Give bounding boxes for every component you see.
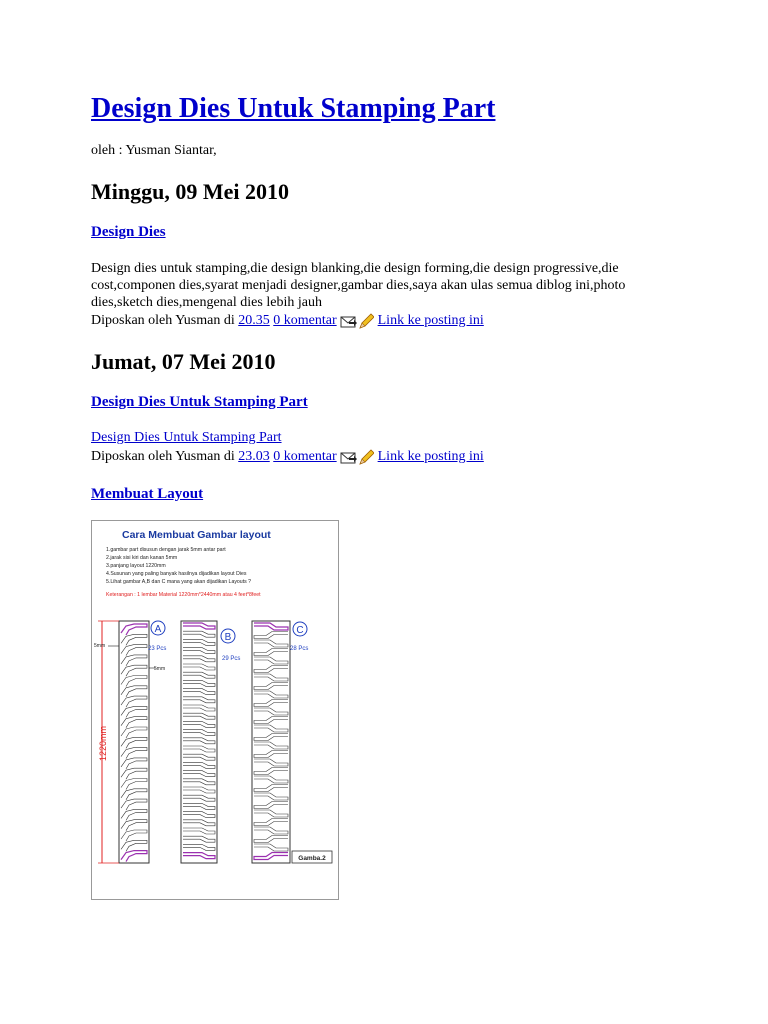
post-footer-prefix: Diposkan oleh Yusman di bbox=[91, 313, 235, 328]
part-outline bbox=[183, 795, 215, 801]
part-outline bbox=[121, 686, 147, 697]
blog-title-link[interactable]: Design Dies Untuk Stamping Part bbox=[91, 93, 496, 124]
part-outline bbox=[254, 623, 288, 630]
figure-title: Cara Membuat Gambar layout bbox=[122, 529, 271, 541]
part-outline bbox=[183, 705, 215, 711]
part-outline bbox=[254, 640, 288, 647]
part-outline bbox=[121, 737, 147, 748]
part-outline bbox=[254, 666, 288, 673]
note-line: 1.gambar part disusun dengan jarak 5mm antar part bbox=[106, 547, 226, 553]
part-outline bbox=[121, 748, 147, 759]
note-line: 5.Lihat gambar A,B dan C mana yang akan dijadikan Layouts ? bbox=[106, 579, 252, 585]
edit-pencil-icon bbox=[360, 450, 374, 464]
post-body bbox=[91, 429, 681, 446]
post-title[interactable] bbox=[91, 393, 308, 411]
part-outline bbox=[183, 746, 215, 752]
part-outline bbox=[254, 683, 288, 690]
part-outline bbox=[121, 665, 147, 676]
part-outline bbox=[254, 751, 288, 758]
part-outline bbox=[254, 776, 288, 783]
part-outline bbox=[121, 634, 147, 645]
figure-caption: Gamba.2 bbox=[298, 855, 326, 862]
dim-5mm-left: 5mm bbox=[94, 643, 106, 649]
part-outline bbox=[183, 672, 215, 678]
part-outline bbox=[254, 708, 288, 715]
post-title-link[interactable]: Membuat Layout bbox=[91, 486, 204, 502]
post-title-link[interactable]: Design Dies bbox=[91, 224, 166, 240]
layout-figure[interactable] bbox=[91, 520, 339, 900]
part-outline bbox=[183, 762, 215, 768]
post-body-link[interactable]: Design Dies Untuk Stamping Part bbox=[91, 430, 282, 445]
note-line: 4.Susunan yang paling banyak hasilnya dijadikan layout Dies bbox=[106, 571, 247, 577]
part-outline bbox=[254, 819, 288, 826]
part-outline bbox=[183, 631, 215, 637]
part-outline bbox=[183, 836, 215, 842]
date-header: Minggu, 09 Mei 2010 bbox=[91, 179, 289, 204]
dim-5mm-right: 5mm bbox=[154, 666, 166, 672]
part-outline bbox=[121, 676, 147, 687]
post-footer-prefix: Diposkan oleh Yusman di bbox=[91, 449, 235, 464]
part-outline bbox=[121, 830, 147, 841]
part-outline bbox=[183, 828, 215, 834]
part-outline bbox=[254, 785, 288, 792]
part-outline bbox=[121, 789, 147, 800]
part-outline bbox=[254, 674, 288, 681]
length-label: 1220mm bbox=[98, 725, 108, 761]
part-outline bbox=[183, 779, 215, 785]
part-outline bbox=[121, 655, 147, 666]
part-outline bbox=[183, 680, 215, 686]
post-time-link[interactable]: 20.35 bbox=[238, 313, 270, 328]
part-outline bbox=[121, 779, 147, 790]
parts-b bbox=[183, 623, 215, 859]
part-outline bbox=[183, 771, 215, 777]
part-outline bbox=[254, 802, 288, 809]
part-outline bbox=[121, 820, 147, 831]
count-a: 23 Pcs bbox=[148, 646, 167, 652]
count-b: 29 Pcs bbox=[222, 656, 241, 662]
post-footer bbox=[91, 312, 484, 330]
part-outline bbox=[254, 759, 288, 766]
part-outline bbox=[183, 754, 215, 760]
part-outline bbox=[183, 738, 215, 744]
part-outline bbox=[254, 793, 288, 800]
part-outline bbox=[121, 706, 147, 717]
part-outline bbox=[121, 758, 147, 769]
email-post-icon[interactable] bbox=[340, 313, 374, 329]
part-outline bbox=[183, 623, 215, 629]
part-outline bbox=[183, 844, 215, 850]
part-outline bbox=[254, 853, 288, 860]
part-outline bbox=[121, 768, 147, 779]
part-outline bbox=[254, 632, 288, 639]
part-outline bbox=[183, 713, 215, 719]
blog-author: oleh : Yusman Siantar, bbox=[91, 143, 217, 158]
parts-c bbox=[254, 623, 288, 860]
part-outline bbox=[183, 639, 215, 645]
part-outline bbox=[183, 812, 215, 818]
edit-pencil-icon bbox=[360, 314, 374, 328]
post-footer bbox=[91, 448, 484, 466]
parts-a bbox=[121, 624, 147, 862]
blog-title[interactable] bbox=[91, 92, 495, 126]
part-outline bbox=[183, 656, 215, 662]
comments-link[interactable]: 0 komentar bbox=[273, 449, 337, 464]
part-outline bbox=[254, 691, 288, 698]
part-outline bbox=[254, 734, 288, 741]
label-b: B bbox=[224, 632, 232, 643]
post-time-link[interactable]: 23.03 bbox=[238, 449, 270, 464]
part-outline bbox=[254, 844, 288, 851]
count-c: 28 Pcs bbox=[290, 646, 309, 652]
part-outline bbox=[183, 689, 215, 695]
part-outline bbox=[254, 725, 288, 732]
layout-drawing bbox=[92, 521, 338, 899]
part-outline bbox=[183, 853, 215, 859]
part-outline bbox=[254, 827, 288, 834]
part-outline bbox=[121, 809, 147, 820]
part-outline bbox=[254, 717, 288, 724]
figure-notes bbox=[106, 547, 251, 585]
part-outline bbox=[183, 730, 215, 736]
post-title-link[interactable]: Design Dies Untuk Stamping Part bbox=[91, 394, 308, 410]
part-outline bbox=[254, 810, 288, 817]
part-outline bbox=[121, 624, 147, 635]
post-body: Design dies untuk stamping,die design blanking,die design forming,die design progressive,die cost,componen dies,syarat menjadi designer,gambar dies,saya akan ulas semua diblog ini,photo dies,sketch dies,mengenal dies lebih jauh bbox=[91, 261, 626, 310]
label-a: A bbox=[154, 624, 162, 635]
part-outline bbox=[254, 657, 288, 664]
part-outline bbox=[121, 840, 147, 851]
part-outline bbox=[121, 645, 147, 656]
part-outline bbox=[183, 787, 215, 793]
part-outline bbox=[183, 820, 215, 826]
label-c: C bbox=[296, 625, 304, 636]
part-outline bbox=[183, 664, 215, 670]
date-header: Jumat, 07 Mei 2010 bbox=[91, 349, 276, 374]
part-outline bbox=[183, 721, 215, 727]
part-outline bbox=[121, 799, 147, 810]
part-outline bbox=[183, 648, 215, 654]
post-title[interactable] bbox=[91, 223, 166, 241]
part-outline bbox=[121, 851, 147, 862]
part-outline bbox=[254, 742, 288, 749]
strip-a bbox=[119, 621, 149, 863]
permalink-link[interactable]: Link ke posting ini bbox=[377, 313, 484, 328]
permalink-link[interactable]: Link ke posting ini bbox=[377, 449, 484, 464]
note-line: 3.panjang layout 1220mm bbox=[106, 563, 166, 569]
strip-b bbox=[181, 621, 217, 863]
part-outline bbox=[183, 803, 215, 809]
part-outline bbox=[121, 696, 147, 707]
part-outline bbox=[183, 697, 215, 703]
email-post-icon[interactable] bbox=[340, 449, 374, 465]
figure-keterangan: Keterangan : 1 lembar Material 1220mm*2440mm atau 4 feet*8feet bbox=[106, 592, 261, 598]
part-outline bbox=[254, 700, 288, 707]
comments-link[interactable]: 0 komentar bbox=[273, 313, 337, 328]
part-outline bbox=[254, 836, 288, 843]
part-outline bbox=[254, 649, 288, 656]
part-outline bbox=[121, 717, 147, 728]
part-outline bbox=[121, 727, 147, 738]
post-title[interactable] bbox=[91, 485, 203, 503]
part-outline bbox=[254, 768, 288, 775]
note-line: 2.jarak sisi kiri dan kanan 5mm bbox=[106, 555, 178, 561]
